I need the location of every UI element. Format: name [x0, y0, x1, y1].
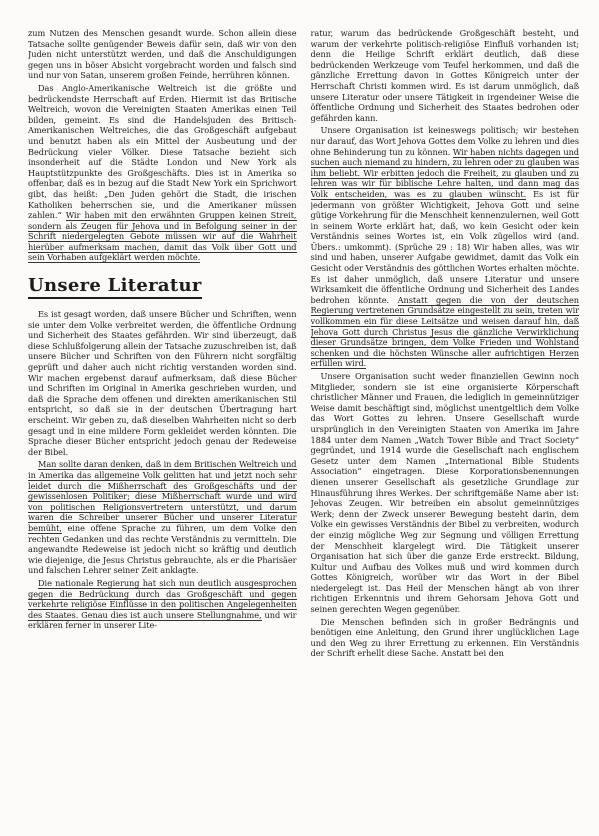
paragraph: Unsere Organisation sucht weder finanziellen Gewinn noch Mitglieder, sondern sie ist eine organisierte Körperschaft christlicher Männer und Frauen, die lediglich in gemeinnütziger Weise damit beschäftigt sind, möglichst unentgeltlich dem Volke das Wort Gottes zu lehren. Unsere Gesellschaft wurde ursprünglich in den Vereinigten Staaten von Amerika im Jahre 1884 unter dem Namen „Watch Tower Bible and Tract Society“ gegründet, und 1914 wurde die Gesellschaft nach englischem Gesetz unter dem Namen „International Bible Students Association“ eingetragen. Diese Korporationsbenennungen dienen unserer Gesellschaft als gesetzliche Grundlage zur Hinausführung ihres Werkes. Der schriftgemäße Name aber ist: Jehovas Zeugen. Wir betreiben ein absolut gemeinnütziges Werk; denn der Zweck unserer Bewegung besteht darin, dem Volke ein gewisses Verständnis der Bibel zu verbreiten, wodurch der einzig mögliche Weg zur Segnung und völligen Errettung der Menschheit klargelegt wird. Die Tätigkeit unserer Organisation hat sich über die ganze Erde erstreckt. Bildung, Kultur und Aufbau des Volkes muß und wird kommen durch Gottes Königreich, worüber wir das Wort in der Bibel niedergelegt ist. Das Heil der Menschen hängt ab von ihrer richtigen Erkenntnis und ihrem Gehorsam Jehova Gott und seinen gerechten Wegen gegenüber. — [310, 371, 579, 615]
section-heading: Unsere Literatur — [28, 275, 202, 299]
underlined-passage: Anstatt gegen die von der deutschen Regierung vertretenen Grundsätze eingestellt zu sein, treten wir vollkommen ein für diese Leitsätze und weisen darauf hin, daß Jehova Gott durch Christus Jesus die gänzliche Verwirklichung dieser Grundsätze bringen, dem Volke Frieden und Wohlstand schenken und die höchsten Wünsche aller aufrichtigen Herzen erfüllen wird. — [310, 294, 579, 369]
paragraph: zum Nutzen des Menschen gesandt wurde. Schon allein diese Tatsache sollte genügender Beweis dafür sein, daß wir von den Juden nicht unterstützt werden, und daß die Anschuldigungen gegen uns in böser Absicht vorgebracht worden und falsch sind und nur von Satan, unserem großen Feinde, herrühren können. — [28, 28, 297, 81]
left-column — [28, 28, 297, 824]
paragraph: Die nationale Regierung hat sich nun deutlich ausgesprochen gegen die Bedrückung durch das Großgeschäft und gegen verkehrte religiöse Einflüsse in den politischen Angelegenheiten des Staates. Genau dies ist auch unsere Stellungnahme, und wir erklären ferner in unserer Lite- — [28, 577, 297, 631]
paragraph: ratur, warum das bedrückende Großgeschäft besteht, und warum der verkehrte politisch-religiöse Einfluß vorhanden ist; denn die Heilige Schrift erklärt deutlich, daß diese bedrückenden Werkzeuge vom Teufel herkommen, und daß die gänzliche Errettung davon in Gottes Königreich unter der Herrschaft Christi kommen wird. Es ist darum unmöglich, daß unsere Literatur oder unsere Tätigkeit in irgendeiner Weise die öffentliche Ordnung und Sicherheit des Staates bedrohen oder gefährden kann. — [310, 28, 579, 123]
underlined-passage: Man sollte daran denken, daß in dem Britischen Weltreich und in Amerika das allgemeine Volk gelitten hat und jetzt noch sehr leidet durch die Mißherrschaft des Großgeschäfts und der gewissenlosen Politiker; diese Mißherrschaft wurde und wird von politischen Religionsvertretern unterstützt, und darum waren die Schreiber unserer Bücher und unserer Literatur bemüht, — [28, 459, 297, 533]
paragraph: Unsere Organisation ist keineswegs politisch; wir bestehen nur darauf, das Wort Jehova Gottes dem Volke zu lehren und dies ohne Behinderung tun zu können. Wir haben nichts dagegen und suchen auch niemand zu hindern, zu lehren oder zu glauben was ihm beliebt. Wir erbitten jedoch die Freiheit, zu glauben und zu lehren was wir für biblische Lehre halten, und dann mag das Volk entscheiden, was es zu glauben wünscht. Es ist für jedermann von größter Wichtigkeit, Jehova Gott und seine gütige Vorkehrung für die Menschheit kennenzulernen, weil Gott in seinem Worte erklärt hat, daß, wo kein Gesicht oder kein Verständnis seines Wortes ist, ein Volk zügellos wird (and. Übers.: umkommt). (Sprüche 29 : 18) Wir haben alles, was wir sind und haben, unserer Aufgabe gewidmet, damit das Volk ein Gesicht oder Verständnis des göttlichen Wortes erhalten möchte. Es ist daher unmöglich, daß unsere Literatur und unsere Wirksamkeit die öffentliche Ordnung und Sicherheit des Landes bedrohen könnte. Anstatt gegen die von der deutschen Regierung vertretenen Grundsätze eingestellt zu sein, treten wir vollkommen ein für diese Leitsätze und weisen darauf hin, daß Jehova Gott durch Christus Jesus die gänzliche Verwirklichung dieser Grundsätze bringen, dem Volke Frieden und Wohlstand schenken und die höchsten Wünsche aller aufrichtigen Herzen erfüllen wird. — [310, 125, 579, 369]
paragraph: Die Menschen befinden sich in großer Bedrängnis und benötigen eine Anleitung, den Grund ihrer unglücklichen Lage und den Weg zu ihrer Errettung zu erkennen. Ein Verständnis der Schrift erhellt diese Sache. Anstatt bei den — [310, 616, 579, 659]
paragraph: Man sollte daran denken, daß in dem Britischen Weltreich und in Amerika das allgemeine Volk gelitten hat und jetzt noch sehr leidet durch die Mißherrschaft des Großgeschäfts und der gewissenlosen Politiker; diese Mißherrschaft wurde und wird von politischen Religionsvertretern unterstützt, und darum waren die Schreiber unserer Bücher und unserer Literatur bemüht, eine offene Sprache zu führen, um dem Volke den rechten Gedanken und das rechte Verständnis zu vermitteln. Die angewandte Redeweise ist jedoch nicht so kräftig und deutlich wie diejenige, die Jesus Christus gebrauchte, als er die Pharisäer und falschen Lehrer seiner Zeit anklagte. — [28, 459, 297, 576]
right-column — [311, 28, 580, 824]
paragraph: Es ist gesagt worden, daß unsere Bücher und Schriften, wenn sie unter dem Volke verbreitet werden, die öffentliche Ordnung und Sicherheit des Staates gefährden. Wir sind überzeugt, daß diese Schlußfolgerung allein der Tatsache zuzuschreiben ist, daß unsere Bücher und Schriften von den Führern nicht sorgfältig geprüft und daher auch nicht richtig verstanden worden sind. Wir machen ergebenst darauf aufmerksam, daß diese Bücher und Schriften im Original in Amerika geschrieben wurden, und daß die Sprache dem offenen und direkten amerikanischen Stil entspricht, so daß sie in der deutschen Übertragung hart erscheint. Wir geben zu, daß dieselben Wahrheiten nicht so derb gesagt und in eine mildere Form gekleidet werden könnten. Die Sprache dieser Bücher entspricht jedoch genau der Redeweise der Bibel. — [28, 309, 297, 457]
underlined-passage: Die nationale Regierung hat sich nun deutlich ausgesprochen gegen die Bedrückung durch das Großgeschäft und gegen verkehrte religiöse Einflüsse in den politischen Angelegenheiten des Staates. Genau dies ist auch unsere Stellungnahme, — [28, 577, 297, 620]
paragraph: Das Anglo-Amerikanische Weltreich ist die größte und bedrückendste Herrschaft auf Erden. Hiermit ist das Britische Weltreich, wovon die Vereinigten Staaten Amerikas einen Teil bilden, gemeint. Es sind die Handelsjuden des Britisch-Amerikanischen Weltreiches, die das Großgeschäft aufgebaut und benutzt haben als ein Mittel der Ausbeutung und der Bedrückung vieler Völker. Diese Tatsache bezieht sich insonderheit auf die Städte London und New York als Hauptstützpunkte des Großgeschäfts. Dies ist in Amerika so offenbar, daß es in bezug auf die Stadt New York ein Sprichwort gibt, das heißt: „Den Juden gehört die Stadt, die irischen Katholiken beherrschen sie, und die Amerikaner müssen zahlen.“ Wir haben mit den erwähnten Gruppen keinen Streit, sondern als Zeugen für Jehova und in Befolgung seiner in der Schrift niedergelegten Gebote müssen wir auf die Wahrheit hierüber aufmerksam machen, damit das Volk über Gott und sein Vorhaben aufgeklärt werden möchte. — [28, 82, 297, 263]
underlined-passage: Wir haben nichts dagegen und suchen auch niemand zu hindern, zu lehren oder zu glauben was ihm beliebt. Wir erbitten jedoch die Freiheit, zu glauben und zu lehren was wir für biblische Lehre halten, und dann mag das Volk entscheiden, was es zu glauben wünscht. — [310, 146, 579, 199]
section-heading-wrap — [28, 275, 297, 299]
underlined-passage: Wir haben mit den erwähnten Gruppen keinen Streit, sondern als Zeugen für Jehova und in Befolgung seiner in der Schrift niedergelegten Gebote müssen wir auf die Wahrheit hierüber aufmerksam machen, damit das Volk über Gott und sein Vorhaben aufgeklärt werden möchte. — [28, 210, 297, 263]
